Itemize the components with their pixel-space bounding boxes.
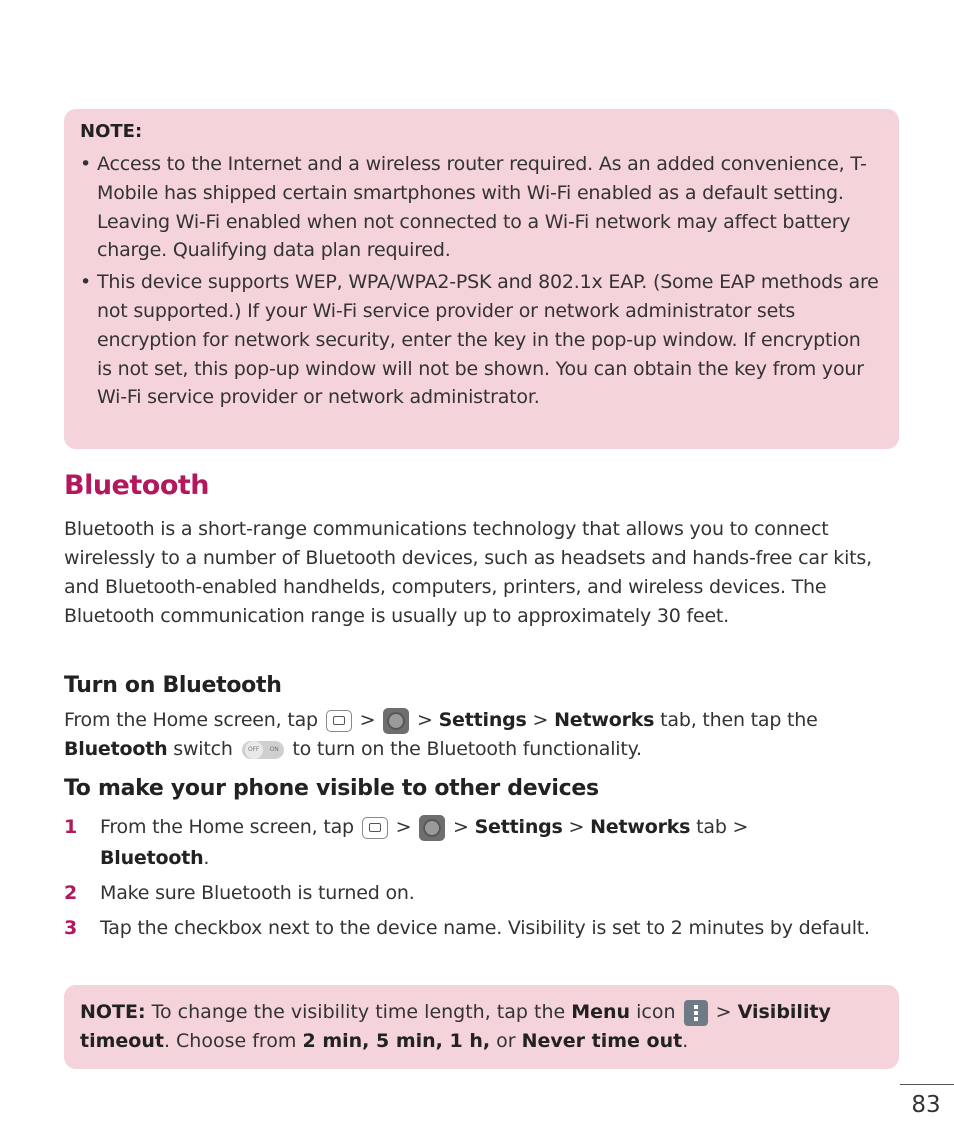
apps-icon: [383, 708, 409, 734]
home-key-icon: [362, 817, 388, 839]
bullet-dot-icon: •: [80, 271, 92, 294]
bluetooth-intro-paragraph: Bluetooth is a short-range communications technology that allows you to connect wirelessly to a number of Bluetooth devices, such as headsets and hands-free car kits, and Bluetooth-enabled handhelds, computers, printers, and wireless devices. The Bluetooth communication range is usually up to approximately 30 feet.: [64, 518, 872, 627]
step-item: 1 From the Home screen, tap > > Settings > Networks tab > Bluetooth.: [64, 812, 894, 874]
bluetooth-switch-icon: OFF ON: [242, 741, 284, 759]
step-item: 2 Make sure Bluetooth is turned on.: [64, 878, 894, 909]
visibility-steps-list: [64, 812, 894, 948]
page-number-rule: [900, 1084, 954, 1085]
step-number: 3: [64, 917, 78, 939]
bullet-dot-icon: •: [80, 153, 92, 175]
step-number: 2: [64, 882, 78, 904]
subheading-turn-on-bluetooth: Turn on Bluetooth: [64, 673, 282, 698]
step-item: 3 Tap the checkbox next to the device name. Visibility is set to 2 minutes by default.: [64, 913, 894, 944]
home-key-icon: [326, 710, 352, 732]
page-number: 83: [911, 1092, 941, 1118]
settings-label: Settings: [438, 709, 527, 731]
turn-on-instructions: From the Home screen, tap > > Settings > Networks tab, then tap the Bluetooth switch OFF ON to turn on the Bluetooth functionality.: [64, 709, 818, 760]
networks-label: Networks: [554, 709, 655, 731]
note-box-visibility: NOTE: To change the visibility time length, tap the Menu icon > Visibility timeout. Choose from 2 min, 5 min, 1 h, or Never time out.: [64, 985, 899, 1069]
note-title: NOTE:: [80, 121, 143, 142]
subheading-make-visible: To make your phone visible to other devices: [64, 776, 599, 801]
bluetooth-label: Bluetooth: [64, 738, 168, 760]
step-number: 1: [64, 816, 78, 838]
note-bullet: • Access to the Internet and a wireless router required. As an added convenience, T-Mobile has shipped certain smartphones with Wi-Fi enabled as a default setting. Leaving Wi-Fi enabled when not connected to a Wi-Fi network may affect battery charge. Qualifying data plan required.: [80, 150, 881, 265]
section-heading-bluetooth: Bluetooth: [64, 470, 210, 501]
apps-icon: [419, 815, 445, 841]
note-bullet: • This device supports WEP, WPA/WPA2-PSK and 802.1x EAP. (Some EAP methods are not supported.) If your Wi-Fi service provider or network administrator sets encryption for network security, enter the key in the pop-up window. If encryption is not set, this pop-up window will not be shown. You can obtain the key from your Wi-Fi service provider or network administrator.: [80, 268, 881, 412]
note-box-wifi: [64, 109, 899, 449]
menu-icon: [684, 1000, 708, 1026]
note-bullet-list: [80, 150, 881, 412]
note-label: NOTE:: [80, 1001, 146, 1023]
